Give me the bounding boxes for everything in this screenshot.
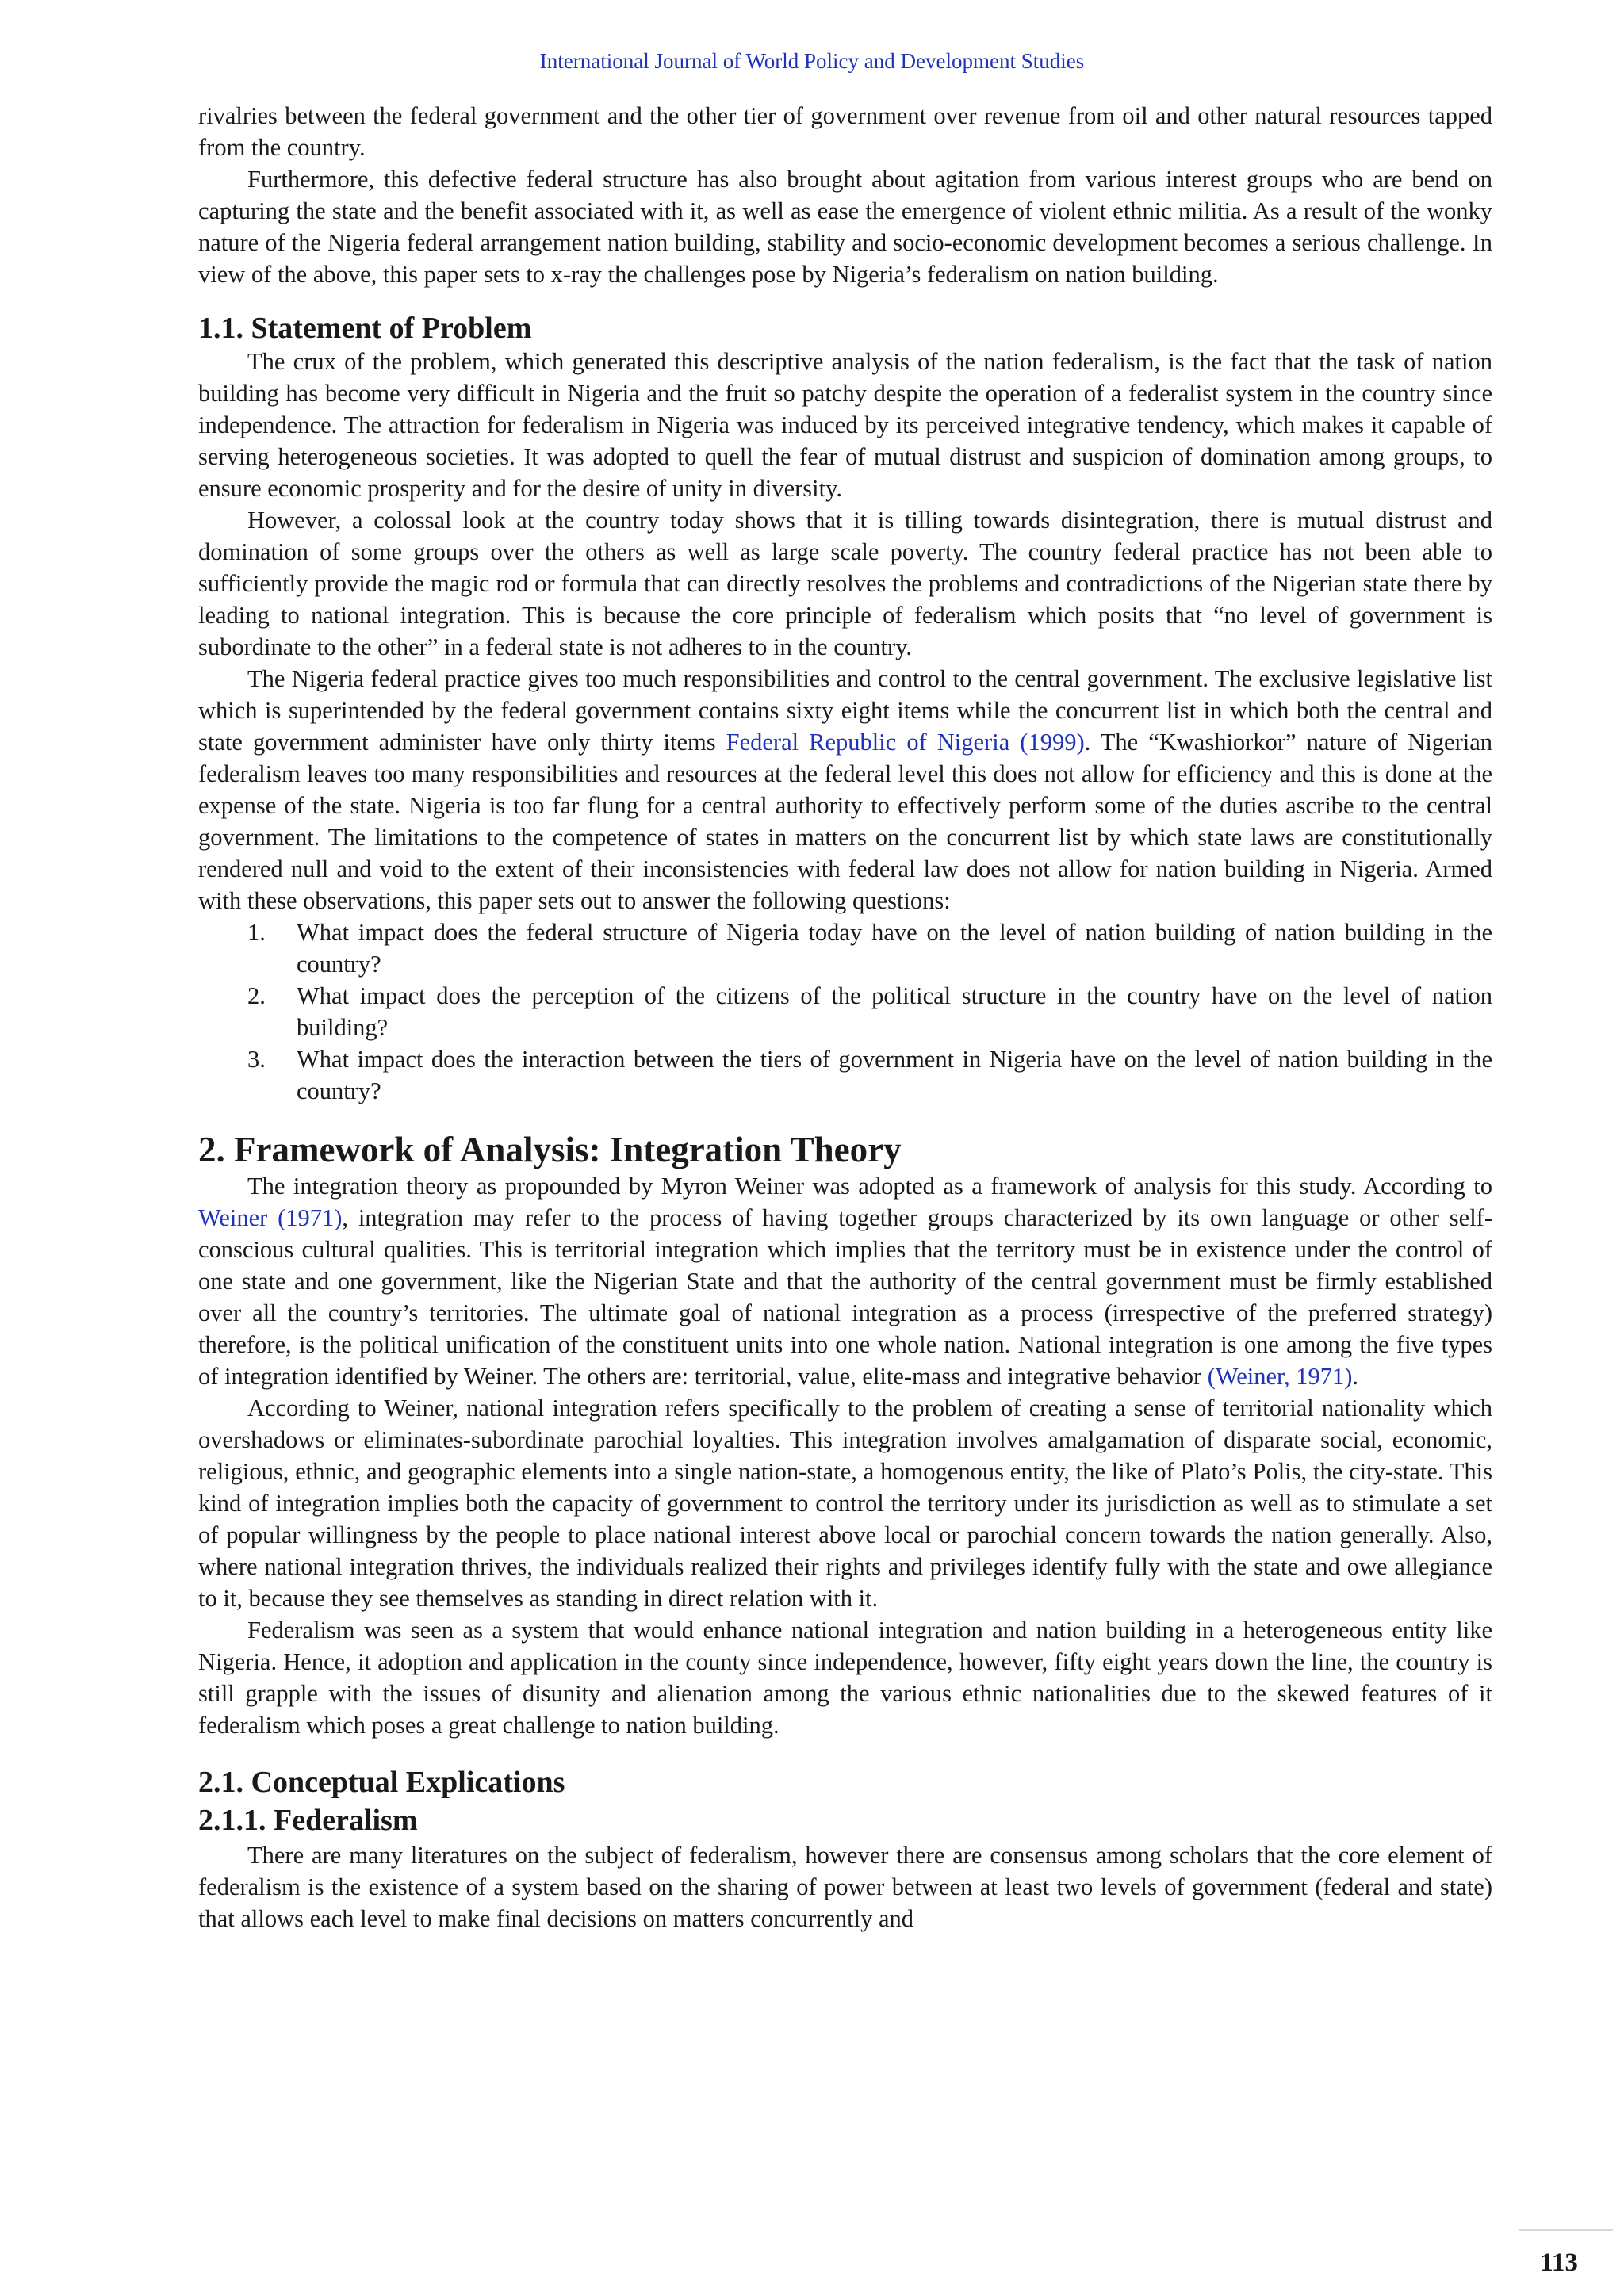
journal-header: International Journal of World Policy and Development Studies [539,49,1085,73]
problem-paragraph-3-text-b: . The “Kwashiorkor” nature of Nigerian federalism leaves too many responsibilities and resources at the federal level this does not allow for efficiency and this is done at the expense of the state. Nigeria is too far flung for a central authority to effectively perform some of the duties ascribe to the central government. The limitations to the competence of states in matters on the concurrent list by which state laws are constitutionally rendered null and void to the extent of their inconsistencies with federal law does not allow for nation building in Nigeria. Armed with these observations, this paper sets out to answer the following questions: [198,729,1492,914]
question-number: 2. [247,982,266,1009]
citation-link-weiner-1971-parenthetical[interactable]: (Weiner, 1971) [1207,1363,1353,1390]
article-body [198,100,1492,1934]
framework-paragraph-1 [198,1170,1492,1392]
section-heading-framework-of-analysis: 2. Framework of Analysis: Integration Theory [198,1130,902,1169]
framework-paragraph-1-text-b: , integration may refer to the process of having together groups characterized by its own language or other self-conscious cultural qualities. This is territorial integration which implies that the territory must be in existence under the control of one state and one government, like the Nigerian State and that the authority of the central government must be firmly established over all the country’s territories. The ultimate goal of national integration as a process (irrespective of the preferred strategy) therefore, is the political unification of the constituent units into one whole nation. National integration is one among the five types of integration identified by Weiner. The others are: territorial, value, elite-mass and integrative behavior [198,1204,1492,1390]
footer-divider [1519,2229,1613,2231]
question-text: What impact does the interaction between the tiers of government in Nigeria have on the level of nation building in the country? [297,1046,1492,1104]
problem-paragraph-1: The crux of the problem, which generated this descriptive analysis of the nation federalism, is the fact that the task of nation building has become very difficult in Nigeria and the fruit so patchy despite the operation of a federalist system in the country since independence. The attraction for federalism in Nigeria was induced by its perceived integrative tendency, which makes it capable of serving heterogeneous societies. It was adopted to quell the fear of mutual distrust and suspicion of domination among groups, to ensure economic prosperity and for the desire of unity in diversity. [198,348,1492,502]
research-question [198,980,1492,1043]
framework-paragraph-3: Federalism was seen as a system that would enhance national integration and nation building in a heterogeneous entity like Nigeria. Hence, it adoption and application in the county since independence, however, fifty eight years down the line, the country is still grapple with the issues of disunity and alienation among the various ethnic nationalities due to the skewed features of it federalism which poses a great challenge to nation building. [198,1617,1492,1739]
research-questions-list [198,916,1492,1107]
section-heading-conceptual-explications: 2.1. Conceptual Explications [198,1766,565,1799]
problem-paragraph-3-text-a: The Nigeria federal practice gives too much responsibilities and control to the central government. The exclusive legislative list which is superintended by the federal government contains sixty eight items while the concurrent list in which both the central and state government administer have only thirty items [198,665,1492,756]
citation-link-weiner-1971[interactable]: Weiner (1971) [198,1204,343,1231]
question-text: What impact does the federal structure of Nigeria today have on the level of nation building of nation building in the country? [297,919,1492,978]
subsection-heading-federalism: 2.1.1. Federalism [198,1804,418,1837]
framework-paragraph-2: According to Weiner, national integration refers specifically to the problem of creating a sense of territorial nationality which overshadows or eliminates-subordinate parochial loyalties. This integration involves amalgamation of disparate social, economic, religious, ethnic, and geographic elements into a single nation-state, a homogenous entity, the like of Plato’s Polis, the city-state. This kind of integration implies both the capacity of government to control the territory under its jurisdiction as well as to stimulate a set of popular willingness by the people to place national interest above local or parochial concern towards the nation generally. Also, where national integration thrives, the individuals realized their rights and privileges identify fully with the state and owe allegiance to it, because they see themselves as standing in direct relation with it. [198,1395,1492,1612]
framework-paragraph-1-text-a: The integration theory as propounded by Myron Weiner was adopted as a framework of analysis for this study. According to [247,1173,1492,1200]
citation-link-federal-republic[interactable]: Federal Republic of Nigeria (1999) [726,729,1085,756]
section-heading-statement-of-problem: 1.1. Statement of Problem [198,312,532,345]
framework-paragraph-1-text-c: . [1352,1363,1359,1390]
intro-paragraph-1: rivalries between the federal government and the other tier of government over revenue from oil and other natural resources tapped from the country. [198,102,1492,161]
research-question [198,1043,1492,1107]
problem-paragraph-3 [198,663,1492,916]
research-question [198,916,1492,980]
federalism-paragraph-1: There are many literatures on the subject of federalism, however there are consensus among scholars that the core element of federalism is the existence of a system based on the sharing of power between at least two levels of government (federal and state) that allows each level to make final decisions on matters concurrently and [198,1842,1492,1932]
question-text: What impact does the perception of the citizens of the political structure in the country have on the level of nation building? [297,982,1492,1041]
question-number: 3. [247,1046,266,1073]
problem-paragraph-2: However, a colossal look at the country today shows that it is tilling towards disintegration, there is mutual distrust and domination of some groups over the others as well as large scale poverty. The country federal practice has not been able to sufficiently provide the magic rod or formula that can directly resolves the problems and contradictions of the Nigerian state there by leading to national integration. This is because the core principle of federalism which posits that “no level of government is subordinate to the other” in a federal state is not adheres to in the country. [198,507,1492,660]
page-number: 113 [1540,2248,1578,2277]
question-number: 1. [247,919,266,946]
intro-paragraph-2: Furthermore, this defective federal structure has also brought about agitation from various interest groups who are bend on capturing the state and the benefit associated with it, as well as ease the emergence of violent ethnic militia. As a result of the wonky nature of the Nigeria federal arrangement nation building, stability and socio-economic development becomes a serious challenge. In view of the above, this paper sets to x-ray the challenges pose by Nigeria’s federalism on nation building. [198,166,1492,288]
